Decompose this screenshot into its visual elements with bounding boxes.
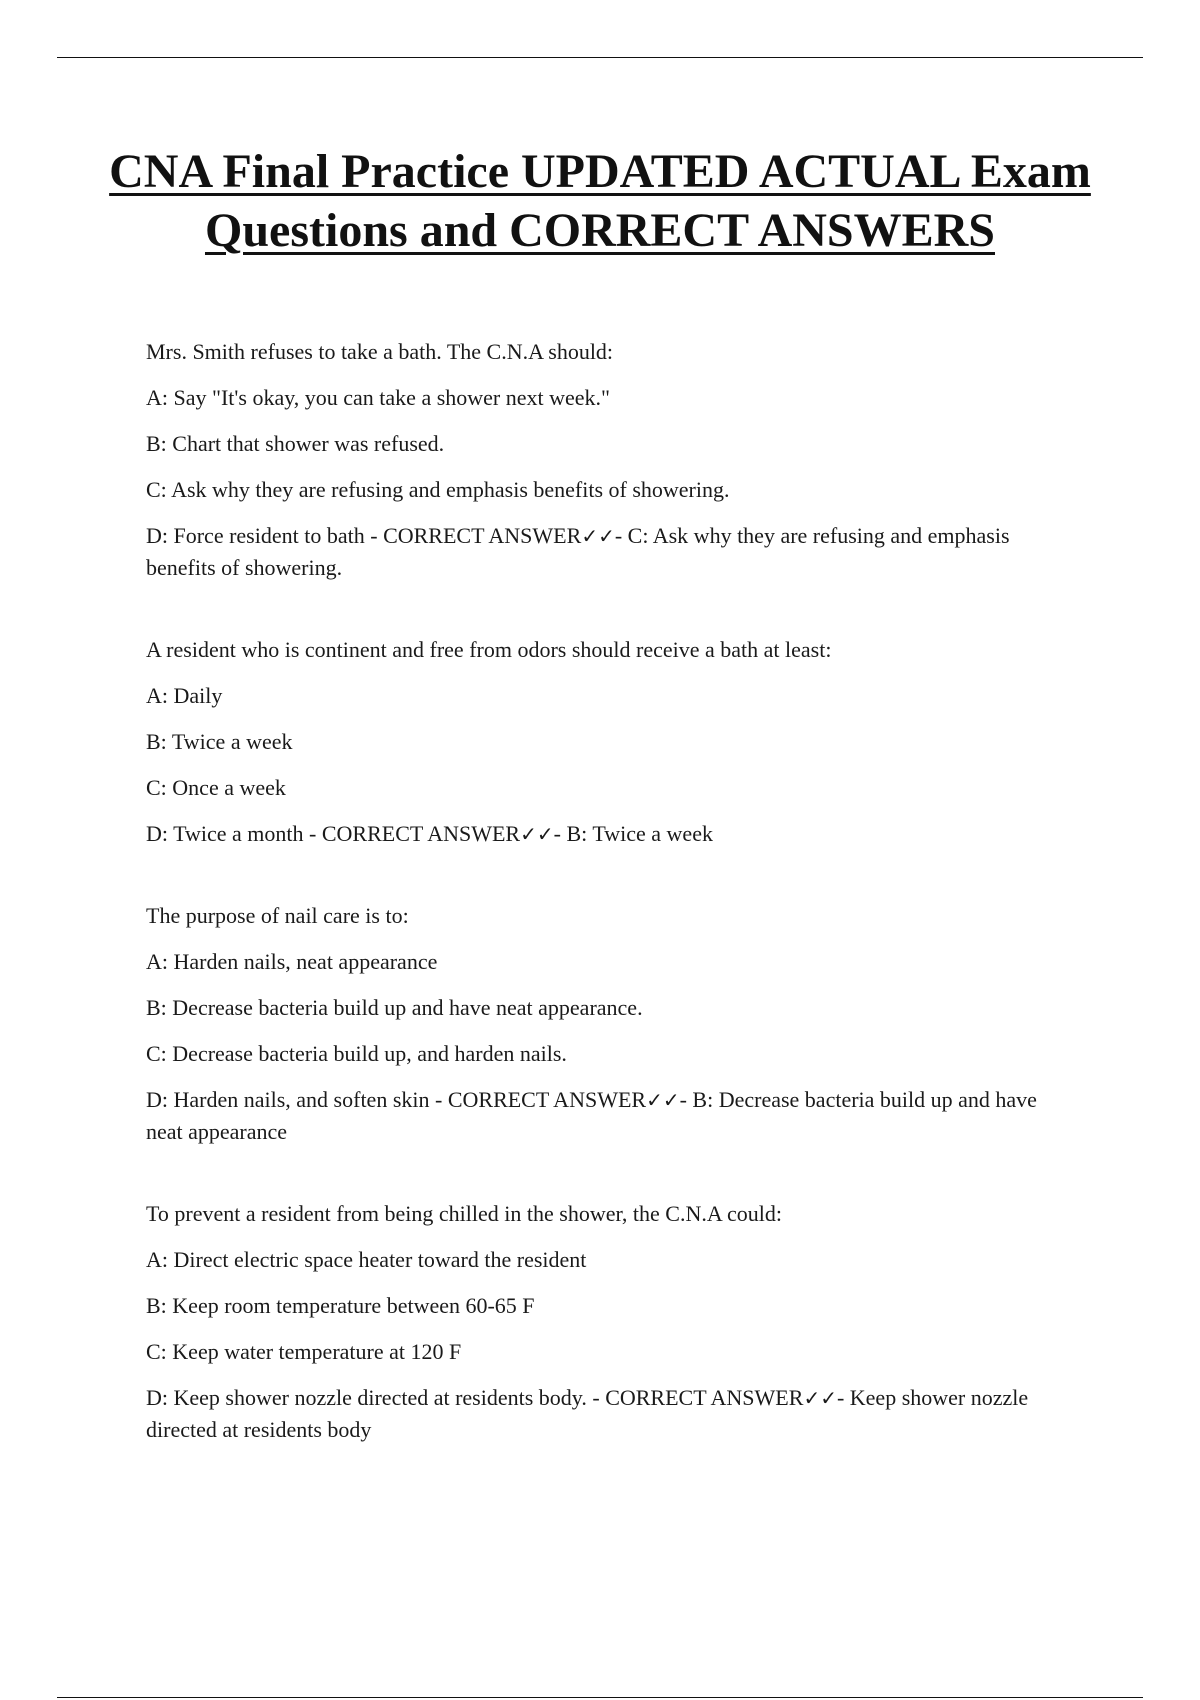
question-prompt: Mrs. Smith refuses to take a bath. The C.N.A should: — [146, 339, 614, 364]
correct-answer-label: CORRECT ANSWER — [383, 523, 582, 548]
option-b: B: Chart that shower was refused. — [146, 431, 445, 456]
question-4 — [146, 1198, 1066, 1446]
option-b: B: Keep room temperature between 60-65 F — [146, 1293, 535, 1318]
document-title-text: CNA Final Practice UPDATED ACTUAL Exam Questions and CORRECT ANSWERS — [109, 145, 1091, 257]
option-d: D: Harden nails, and soften skin — [146, 1087, 430, 1112]
correct-answer: C: Ask why they are refusing and emphasis benefits of showering. — [146, 523, 1010, 580]
question-list — [146, 336, 1066, 1496]
bottom-rule — [57, 1697, 1143, 1698]
option-d-with-answer: D: Keep shower nozzle directed at residents body. - CORRECT ANSWER✓✓- Keep shower nozzle directed at residents body — [146, 1385, 1029, 1442]
top-rule — [57, 57, 1143, 58]
question-prompt: To prevent a resident from being chilled in the shower, the C.N.A could: — [146, 1201, 783, 1226]
document-title — [100, 142, 1100, 260]
question-2 — [146, 634, 1066, 850]
option-d: D: Keep shower nozzle directed at residents body. — [146, 1385, 587, 1410]
option-d-with-answer: D: Twice a month - CORRECT ANSWER✓✓- B: Twice a week — [146, 821, 713, 846]
question-prompt: A resident who is continent and free from odors should receive a bath at least: — [146, 637, 832, 662]
option-c: C: Once a week — [146, 775, 286, 800]
option-b: B: Twice a week — [146, 729, 293, 754]
option-c: C: Keep water temperature at 120 F — [146, 1339, 462, 1364]
option-a: A: Daily — [146, 683, 223, 708]
question-1 — [146, 336, 1066, 584]
option-d-with-answer: D: Force resident to bath - CORRECT ANSWER✓✓- C: Ask why they are refusing and emphasis benefits of showering. — [146, 523, 1010, 580]
option-a: A: Harden nails, neat appearance — [146, 949, 438, 974]
question-prompt: The purpose of nail care is to: — [146, 903, 409, 928]
double-check-icon: ✓✓ — [581, 524, 615, 548]
correct-answer-label: CORRECT ANSWER — [447, 1087, 647, 1112]
correct-answer-label: CORRECT ANSWER — [605, 1385, 804, 1410]
correct-answer-label: CORRECT ANSWER — [321, 821, 521, 846]
question-3 — [146, 900, 1066, 1148]
option-a: A: Say "It's okay, you can take a shower next week." — [146, 385, 611, 410]
double-check-icon: ✓✓ — [520, 822, 554, 846]
option-b: B: Decrease bacteria build up and have neat appearance. — [146, 995, 643, 1020]
option-d: D: Twice a month — [146, 821, 304, 846]
correct-answer: B: Decrease bacteria build up and have neat appearance — [146, 1087, 1037, 1144]
correct-answer: Keep shower nozzle directed at residents body — [146, 1385, 1029, 1442]
option-a: A: Direct electric space heater toward the resident — [146, 1247, 587, 1272]
double-check-icon: ✓✓ — [803, 1386, 837, 1410]
double-check-icon: ✓✓ — [646, 1088, 680, 1112]
option-c: C: Decrease bacteria build up, and harden nails. — [146, 1041, 567, 1066]
option-d: D: Force resident to bath — [146, 523, 365, 548]
option-c: C: Ask why they are refusing and emphasis benefits of showering. — [146, 477, 730, 502]
correct-answer: B: Twice a week — [566, 821, 713, 846]
option-d-with-answer: D: Harden nails, and soften skin - CORRECT ANSWER✓✓- B: Decrease bacteria build up and have neat appearance — [146, 1087, 1037, 1144]
